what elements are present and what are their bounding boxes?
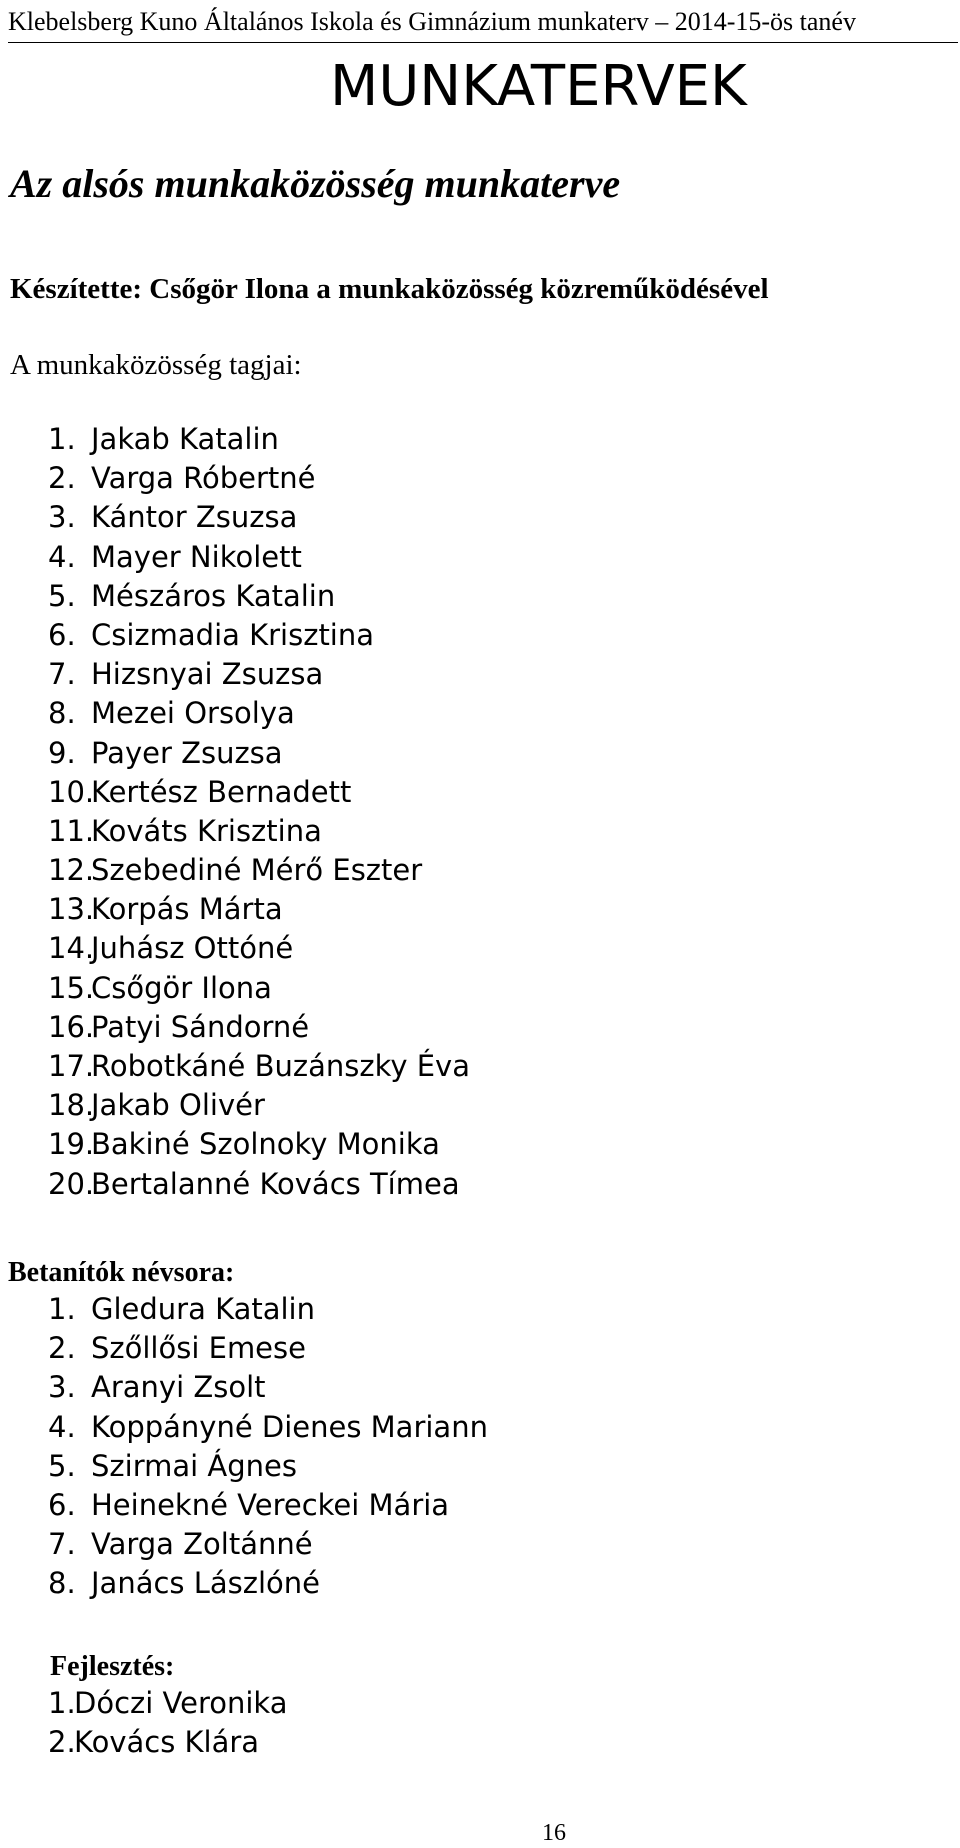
list-item xyxy=(48,1447,488,1486)
list-item-number: 14. xyxy=(48,931,95,966)
list-item-name: Szebediné Mérő Eszter xyxy=(91,853,423,888)
list-item xyxy=(48,1125,470,1164)
list-item-number: 1. xyxy=(48,422,76,456)
author-line: Készítette: Csőgör Ilona a munkaközösség közreműködésével xyxy=(10,273,769,305)
list-item xyxy=(48,1564,488,1603)
list-item-name: Koppányné Dienes Mariann xyxy=(91,1409,488,1444)
list-item-number: 20. xyxy=(48,1166,95,1201)
list-item-number: 15. xyxy=(48,970,95,1005)
list-item-number: 13. xyxy=(48,892,95,927)
list-item xyxy=(48,1723,287,1762)
list-item-name: Varga Zoltánné xyxy=(91,1527,313,1562)
list-item-number: 10. xyxy=(48,774,95,809)
list-item-number: 9. xyxy=(48,735,76,770)
list-item-name: Varga Róbertné xyxy=(91,461,316,496)
list-item xyxy=(48,577,470,616)
list-item-number: 12. xyxy=(48,853,95,888)
list-item-name: Mészáros Katalin xyxy=(91,578,336,613)
list-item-name: Mayer Nikolett xyxy=(91,539,302,574)
list-item-number: 2. xyxy=(48,1331,76,1366)
document-title: MUNKATERVEK xyxy=(330,54,747,119)
list-item-name: Juhász Ottóné xyxy=(91,931,294,966)
list-item-name: Kovács Klára xyxy=(74,1725,260,1760)
list-item-name: Patyi Sándorné xyxy=(91,1009,310,1044)
list-item xyxy=(48,420,470,459)
list-item-name: Korpás Márta xyxy=(91,892,283,927)
list-item-number: 1. xyxy=(48,1686,76,1720)
list-item-number: 3. xyxy=(48,1370,76,1405)
list-item-name: Heinekné Vereckei Mária xyxy=(91,1487,450,1522)
list-item-number: 8. xyxy=(48,1566,76,1601)
page-number: 16 xyxy=(542,1820,566,1846)
list-item xyxy=(48,1290,488,1329)
list-item-name: Mezei Orsolya xyxy=(91,696,295,731)
list-item-name: Payer Zsuzsa xyxy=(91,735,283,770)
list-item-name: Csizmadia Krisztina xyxy=(91,617,375,652)
list-item xyxy=(48,655,470,694)
list-item-number: 19. xyxy=(48,1127,95,1162)
list-item xyxy=(48,890,470,929)
list-item-name: Bertalanné Kovács Tímea xyxy=(91,1166,460,1201)
list-item-name: Szőllősi Emese xyxy=(91,1331,306,1366)
list-item-name: Bakiné Szolnoky Monika xyxy=(91,1127,440,1162)
list-item xyxy=(48,929,470,968)
trainees-label: Betanítók névsora: xyxy=(8,1257,235,1288)
members-label: A munkaközösség tagjai: xyxy=(10,349,302,381)
list-item-number: 4. xyxy=(48,539,76,574)
section-title: Az alsós munkaközösség munkaterve xyxy=(10,161,621,206)
list-item-name: Jakab Katalin xyxy=(91,422,279,456)
list-item xyxy=(48,851,470,890)
list-item-name: Dóczi Veronika xyxy=(74,1686,288,1720)
list-item xyxy=(48,773,470,812)
list-item xyxy=(48,694,470,733)
list-item-name: Aranyi Zsolt xyxy=(91,1370,266,1405)
list-item xyxy=(48,1525,488,1564)
trainees-list xyxy=(48,1290,488,1604)
list-item xyxy=(48,1486,488,1525)
list-item-number: 6. xyxy=(48,617,76,652)
list-item xyxy=(48,812,470,851)
list-item xyxy=(48,734,470,773)
list-item-name: Kertész Bernadett xyxy=(91,774,352,809)
list-item-name: Kántor Zsuzsa xyxy=(91,500,298,535)
list-item-number: 7. xyxy=(48,1527,76,1562)
list-item-number: 11. xyxy=(48,813,95,848)
list-item xyxy=(48,1008,470,1047)
list-item xyxy=(48,969,470,1008)
list-item-number: 5. xyxy=(48,1448,76,1483)
list-item-number: 2. xyxy=(48,1725,76,1760)
list-item xyxy=(48,616,470,655)
list-item xyxy=(48,1329,488,1368)
page-header: Klebelsberg Kuno Általános Iskola és Gimnázium munkaterv – 2014-15-ös tanév xyxy=(8,7,856,36)
list-item-number: 16. xyxy=(48,1009,95,1044)
list-item-name: Szirmai Ágnes xyxy=(91,1448,297,1483)
development-list xyxy=(48,1684,287,1762)
list-item-number: 17. xyxy=(48,1049,95,1083)
list-item-number: 2. xyxy=(48,461,76,496)
list-item xyxy=(48,1684,287,1723)
list-item xyxy=(48,1086,470,1125)
list-item-number: 5. xyxy=(48,578,76,613)
list-item xyxy=(48,1047,470,1086)
list-item-number: 8. xyxy=(48,696,76,731)
list-item-name: Kováts Krisztina xyxy=(91,813,322,848)
list-item xyxy=(48,1368,488,1407)
list-item-name: Csőgör Ilona xyxy=(91,970,272,1005)
list-item-name: Jakab Olivér xyxy=(91,1088,265,1123)
list-item-number: 1. xyxy=(48,1292,76,1326)
list-item-name: Janács Lászlóné xyxy=(91,1566,321,1601)
list-item xyxy=(48,538,470,577)
list-item-name: Robotkáné Buzánszky Éva xyxy=(91,1049,470,1083)
list-item xyxy=(48,1408,488,1447)
list-item-name: Hizsnyai Zsuzsa xyxy=(91,657,324,692)
list-item-number: 6. xyxy=(48,1487,76,1522)
members-list xyxy=(48,420,470,1204)
list-item-number: 4. xyxy=(48,1409,76,1444)
list-item xyxy=(48,459,470,498)
list-item xyxy=(48,1165,470,1204)
list-item-number: 18. xyxy=(48,1088,95,1123)
list-item-name: Gledura Katalin xyxy=(91,1292,315,1326)
header-divider xyxy=(8,42,958,43)
list-item-number: 3. xyxy=(48,500,76,535)
list-item xyxy=(48,498,470,537)
list-item-number: 7. xyxy=(48,657,76,692)
development-label: Fejlesztés: xyxy=(50,1651,175,1682)
